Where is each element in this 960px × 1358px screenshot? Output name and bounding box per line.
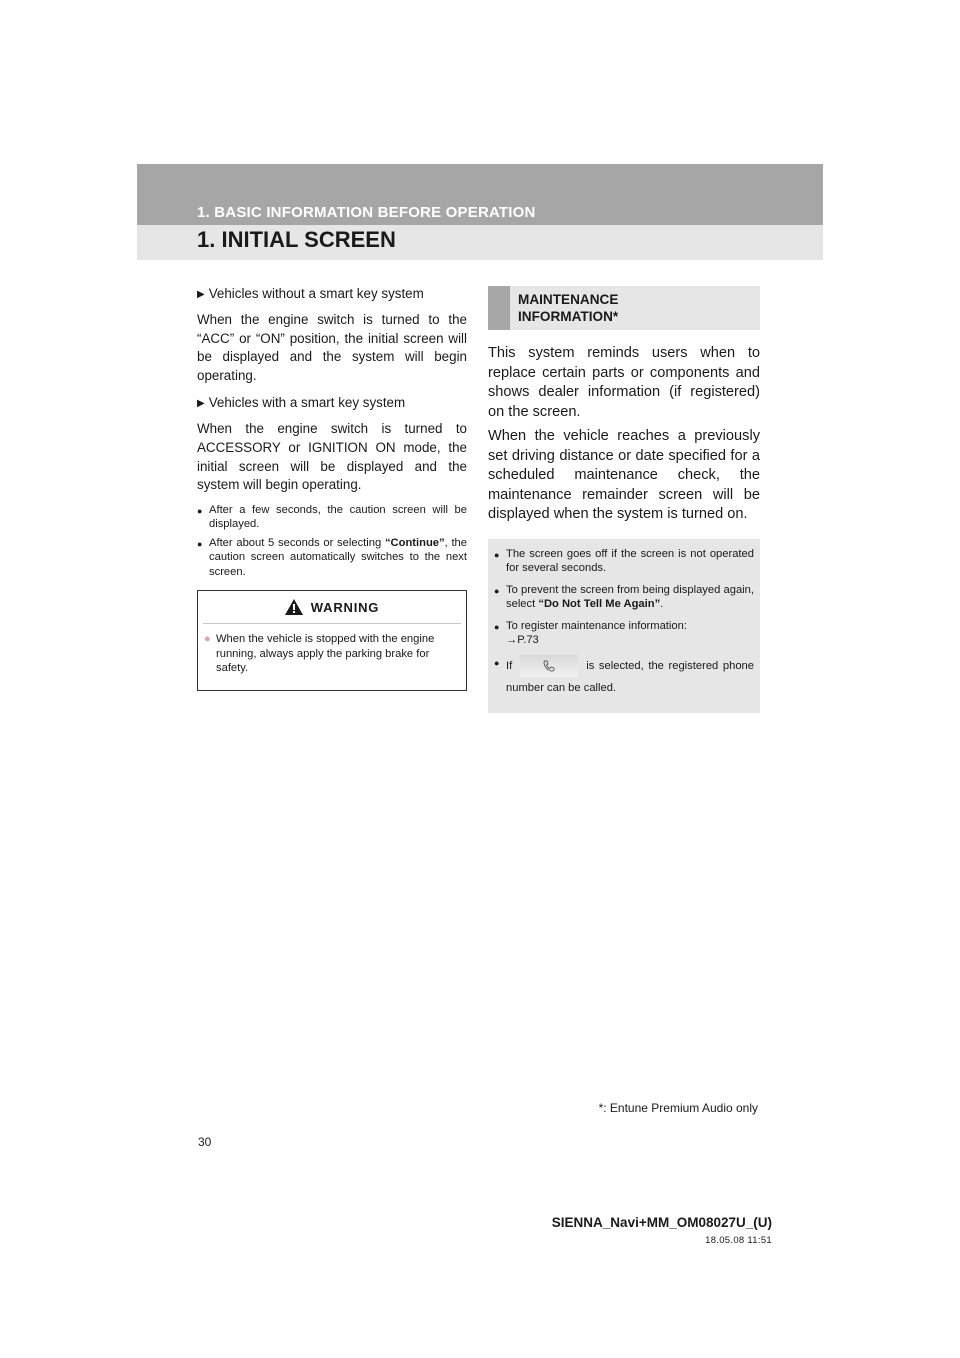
maintenance-heading — [488, 286, 760, 330]
section-header-band — [137, 164, 823, 225]
note-item — [494, 547, 754, 576]
subheading-text: Vehicles without a smart key system — [208, 286, 424, 301]
title-band — [137, 225, 823, 260]
triangle-icon: ▶ — [197, 289, 205, 300]
bullet-item — [197, 503, 467, 532]
page-title: 1. INITIAL SCREEN — [197, 227, 396, 252]
warning-body — [198, 624, 466, 676]
bullet-icon: ● — [494, 585, 500, 596]
warning-header — [203, 591, 461, 624]
note-text: To prevent the screen from being displayed again, select “Do Not Tell Me Again”. — [506, 583, 754, 610]
section-label: 1. BASIC INFORMATION BEFORE OPERATION — [197, 204, 536, 221]
subheading-no-smart-key — [197, 284, 467, 305]
left-column — [197, 284, 467, 691]
bullet-icon: ● — [204, 633, 211, 646]
page-reference: →P.73 — [506, 634, 539, 646]
note-item — [494, 655, 754, 699]
note-item — [494, 619, 754, 648]
paragraph: This system reminds users when to replace certain parts or components and shows dealer information (if registered) on the screen. — [488, 345, 760, 420]
bullet-text: After a few seconds, the caution screen will be displayed. — [209, 503, 467, 531]
page-number: 30 — [198, 1135, 212, 1149]
note-text: To register maintenance information: →P.73 — [506, 619, 687, 646]
warning-text: When the vehicle is stopped with the engine running, always apply the parking brake for safety. — [216, 633, 435, 675]
bullet-icon: ● — [494, 549, 500, 560]
phone-icon — [543, 660, 555, 672]
subheading-smart-key — [197, 393, 467, 414]
document-id: SIENNA_Navi+MM_OM08027U_(U) — [551, 1215, 772, 1230]
warning-box — [197, 590, 467, 691]
note-item — [494, 583, 754, 612]
right-column — [488, 286, 760, 713]
triangle-icon: ▶ — [197, 398, 205, 410]
subheading-text: Vehicles with a smart key system — [208, 395, 406, 411]
heading-stripe — [488, 286, 510, 330]
warning-label: WARNING — [310, 599, 380, 615]
bullet-icon: ● — [494, 657, 500, 668]
bullet-text: After about 5 seconds or selecting “Continue”, the caution screen automatically switches to the next screen. — [209, 536, 467, 578]
note-text: If is selected, the registered phone number can be called. — [506, 655, 754, 699]
note-box — [488, 539, 760, 713]
maintenance-body — [488, 344, 760, 525]
bullet-icon: ● — [197, 538, 203, 549]
paragraph: When the vehicle reaches a previously set driving distance or date specified for a scheduled maintenance check, the maintenance remainder screen will be displayed when the system is turned on. — [488, 428, 760, 522]
paragraph: When the engine switch is turned to the “ACC” or “ON” position, the initial screen will be displayed and the system will begin operating. — [197, 312, 467, 383]
note-text: The screen goes off if the screen is not operated for several seconds. — [506, 547, 754, 574]
paragraph: When the engine switch is turned to ACCESSORY or IGNITION ON mode, the initial screen will be displayed and the system will begin operating. — [197, 421, 467, 493]
warning-triangle-icon — [285, 599, 303, 615]
phone-button-image — [520, 655, 578, 677]
maintenance-heading-text: MAINTENANCE INFORMATION* — [518, 292, 619, 324]
bullet-icon: ● — [197, 505, 203, 516]
footnote: *: Entune Premium Audio only — [598, 1101, 758, 1115]
bullet-item — [197, 536, 467, 580]
bullet-icon: ● — [494, 621, 500, 632]
document-date: 18.05.08 11:51 — [705, 1235, 772, 1246]
